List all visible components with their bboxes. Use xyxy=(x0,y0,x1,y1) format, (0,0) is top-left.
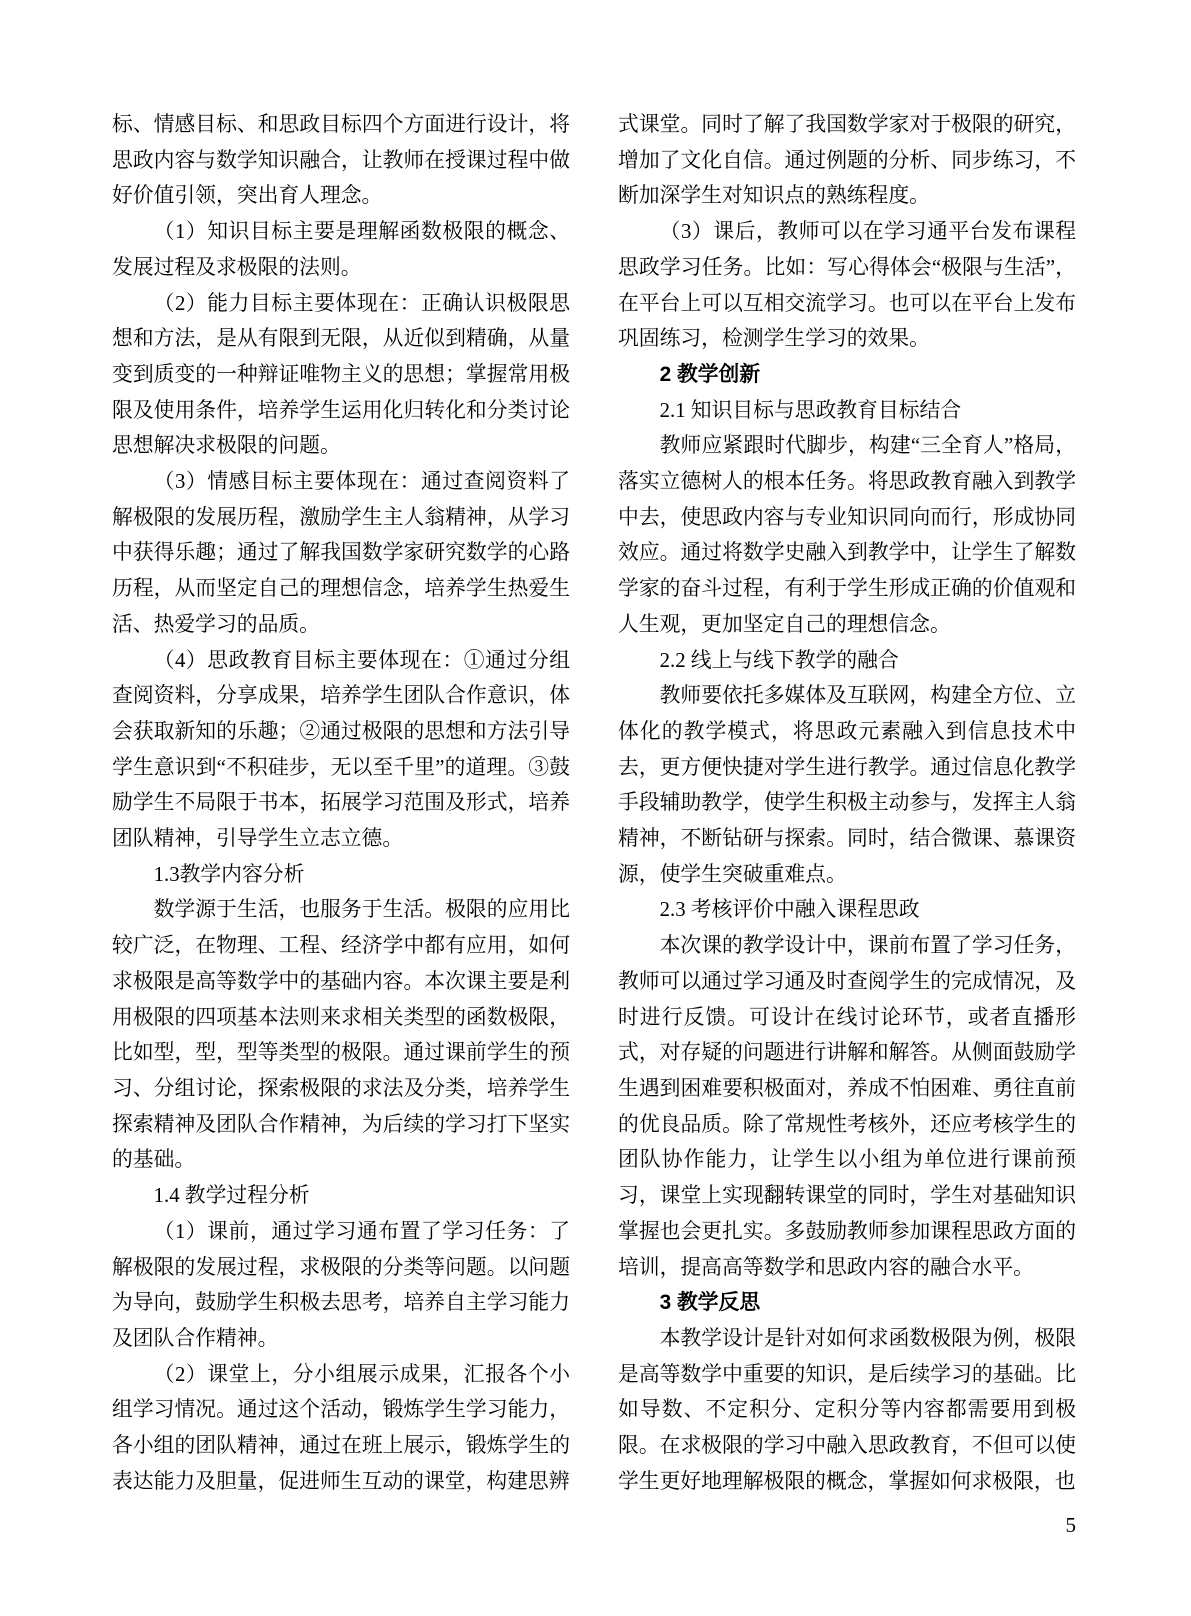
section-heading: 2.1 知识目标与思政教育目标结合 xyxy=(659,398,962,422)
section-heading: 3 教学反思 xyxy=(659,1291,761,1315)
section-heading: 1.4 教学过程分析 xyxy=(153,1184,310,1208)
paragraph: （3）情感目标主要体现在：通过查阅资料了解极限的发展历程，激励学生主人翁精神，从学习中获得乐趣；通过了解我国数学家研究数学的心路历程，从而坚定自己的理想信念，培养学生热爱生活、热爱学习的品质。 xyxy=(112,470,570,636)
right-column xyxy=(618,107,1076,1499)
paragraph: （1）课前，通过学习通布置了学习任务：了解极限的发展过程，求极限的分类等问题。以问题为导向，鼓励学生积极去思考，培养自主学习能力及团队合作精神。 xyxy=(112,1219,570,1350)
paragraph: （3）课后，教师可以在学习通平台发布课程思政学习任务。比如：写心得体会“极限与生活”，在平台上可以互相交流学习。也可以在平台上发布巩固练习，检测学生学习的效果。 xyxy=(618,220,1076,351)
section-heading: 1.3教学内容分析 xyxy=(153,862,305,886)
paragraph: 教师要依托多媒体及互联网，构建全方位、立体化的教学模式，将思政元素融入到信息技术中去，更方便快捷对学生进行教学。通过信息化教学手段辅助教学，使学生积极主动参与，发挥主人翁精神，不断钻研与探索。同时，结合微课、慕课资源，使学生突破重难点。 xyxy=(618,684,1076,886)
section-heading: 2.3 考核评价中融入课程思政 xyxy=(659,898,920,922)
left-column xyxy=(112,107,570,1499)
paragraph: 本次课的教学设计中，课前布置了学习任务，教师可以通过学习通及时查阅学生的完成情况，及时进行反馈。可设计在线讨论环节，或者直播形式，对存疑的问题进行讲解和解答。从侧面鼓励学生遇到困难要积极面对，养成不怕困难、勇往直前的优良品质。除了常规性考核外，还应考核学生的团队协作能力，让学生以小组为单位进行课前预习，课堂上实现翻转课堂的同时，学生对基础知识掌握也会更扎实。多鼓励教师参加课程思政方面的培训，提高高等数学和思政内容的融合水平。 xyxy=(618,934,1076,1279)
section-heading: 2.2 线上与线下教学的融合 xyxy=(659,648,899,672)
paragraph: （1）知识目标主要是理解函数极限的概念、发展过程及求极限的法则。 xyxy=(112,220,570,279)
page-number: 5 xyxy=(1065,1513,1076,1537)
section-heading: 2 教学创新 xyxy=(659,362,761,386)
two-column-text-layout xyxy=(112,107,1076,1499)
paragraph: 教师应紧跟时代脚步，构建“三全育人”格局，落实立德树人的根本任务。将思政教育融入到教学中去，使思政内容与专业知识同向而行，形成协同效应。通过将数学史融入到教学中，让学生了解数学家的奋斗过程，有利于学生形成正确的价值观和人生观，更加坚定自己的理想信念。 xyxy=(618,434,1076,636)
paragraph: （4）思政教育目标主要体现在：①通过分组查阅资料，分享成果，培养学生团队合作意识，体会获取新知的乐趣；②通过极限的思想和方法引导学生意识到“不积硅步，无以至千里”的道理。③鼓励学生不局限于书本，拓展学习范围及形式，培养团队精神，引导学生立志立德。 xyxy=(112,648,570,851)
paragraph: 本教学设计是针对如何求函数极限为例，极限是高等数学中重要的知识，是后续学习的基础。比如导数、不定积分、定积分等内容都需要用到极限。在求极限的学习中融入思政教育，不但可以使学生更好地理解极限的概念，掌握如何求极限，也 xyxy=(618,1326,1076,1493)
paragraph: 标、情感目标、和思政目标四个方面进行设计，将思政内容与数学知识融合，让教师在授课过程中做好价值引领，突出育人理念。 xyxy=(112,113,570,208)
paragraph: 式课堂。同时了解了我国数学家对于极限的研究，增加了文化自信。通过例题的分析、同步练习，不断加深学生对知识点的熟练程度。 xyxy=(618,113,1076,208)
paragraph: （2）课堂上，分小组展示成果，汇报各个小组学习情况。通过这个活动，锻炼学生学习能力，各小组的团队精神，通过在班上展示，锻炼学生的表达能力及胆量，促进师生互动的课堂，构建思辨 xyxy=(112,1362,570,1493)
paragraph: 数学源于生活，也服务于生活。极限的应用比较广泛，在物理、工程、经济学中都有应用，如何求极限是高等数学中的基础内容。本次课主要是利用极限的四项基本法则来求相关类型的函数极限，比如型，型，型等类型的极限。通过课前学生的预习、分组讨论，探索极限的求法及分类，培养学生探索精神及团队合作精神，为后续的学习打下坚实的基础。 xyxy=(112,898,570,1172)
paragraph: （2）能力目标主要体现在：正确认识极限思想和方法，是从有限到无限，从近似到精确，从量变到质变的一种辩证唯物主义的思想；掌握常用极限及使用条件，培养学生运用化归转化和分类讨论思想解决求极限的问题。 xyxy=(112,291,570,458)
